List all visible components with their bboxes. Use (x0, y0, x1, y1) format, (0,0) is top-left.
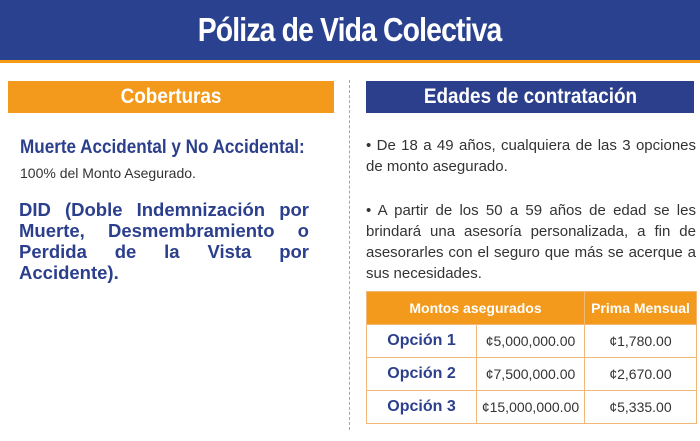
option-label: Opción 1 (367, 325, 477, 358)
insured-amount: ¢5,000,000.00 (477, 325, 585, 358)
option-label: Opción 3 (367, 391, 477, 424)
header-accent-line (0, 60, 700, 63)
ages-heading-bar (366, 81, 694, 113)
option-label: Opción 2 (367, 358, 477, 391)
header-monthly-premium: Prima Mensual (585, 292, 697, 325)
ages-heading: Edades de contratación (423, 85, 637, 108)
did-coverage-text: DID (Doble Indemnización por Muerte, Desmembramiento o Perdida de la Vista por Accidente). (19, 199, 309, 283)
page-title: Póliza de Vida Colectiva (198, 11, 502, 48)
insurance-options-table (366, 291, 697, 424)
coverages-heading: Coberturas (120, 85, 222, 108)
age-range-paragraph-1: • De 18 a 49 años, cualquiera de las 3 opciones de monto asegurado. (366, 137, 696, 175)
monthly-premium: ¢5,335.00 (585, 391, 697, 424)
header-insured-amounts: Montos asegurados (367, 292, 585, 325)
monthly-premium: ¢1,780.00 (585, 325, 697, 358)
insured-amount: ¢15,000,000.00 (477, 391, 585, 424)
age-range-paragraph-2: • A partir de los 50 a 59 años de edad se les brindará una asesoría personalizada, a fin de asesorarles con el seguro que más se acerque a sus necesidades. (366, 202, 696, 282)
page-header (0, 0, 700, 60)
column-divider (349, 80, 350, 430)
insured-amount: ¢7,500,000.00 (477, 358, 585, 391)
table-row (367, 358, 697, 391)
table-header-row (367, 292, 697, 325)
coverage-title: Muerte Accidental y No Accidental: (20, 137, 305, 158)
monthly-premium: ¢2,670.00 (585, 358, 697, 391)
coverage-description: 100% del Monto Asegurado. (20, 165, 196, 181)
coverages-heading-bar (8, 81, 334, 113)
table-row (367, 325, 697, 358)
table-row (367, 391, 697, 424)
